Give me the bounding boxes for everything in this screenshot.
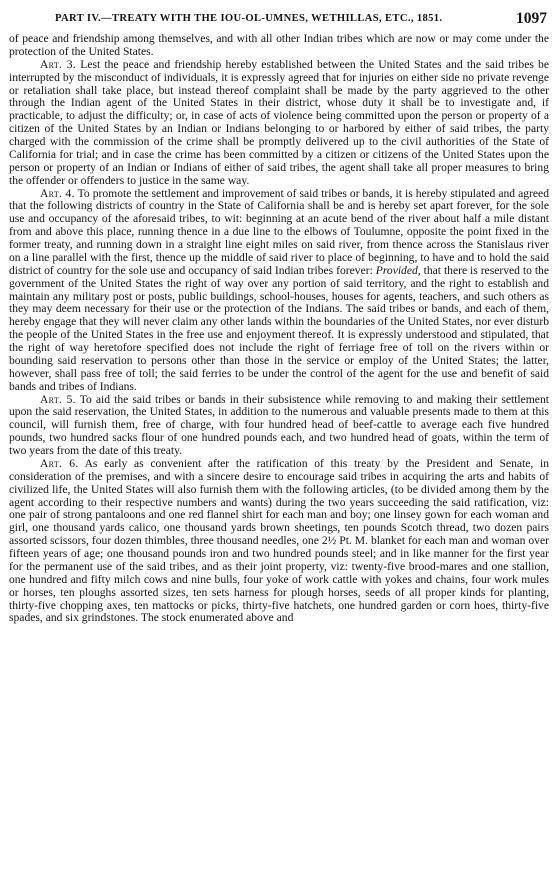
page-number: 1097 xyxy=(516,10,547,27)
article-text: Lest the peace and friendship hereby established between the United States and the said tribes be interrupted by the misconduct of individuals, it is expressly agreed that for injuries on either side no private revenge or retaliation shall take place, but instead thereof complaint shall be made by the party aggrieved to the other through the Indian agent of the United States in their district, whose duty it shall be to investigate and, if practicable, to adjust the difficulty; or, in case of acts of violence being committed upon the person or property of a citizen of the United States by an Indian or Indians belonging to or harbored by either of said tribes, the party charged with the commission of the crime shall be promptly delivered up to the civil authorities of the State of California for trial; and in case the crime has been committed by a citizen or citizens of the United States upon the person or property of an Indian or Indians of either of said tribes, the agent shall take all proper measures to bring the offender or offenders to justice in the same way. xyxy=(9,57,550,187)
running-title: PART IV.—TREATY WITH THE IOU-OL-UMNES, WETHILLAS, ETC., 1851. xyxy=(55,13,443,24)
running-header xyxy=(9,10,549,30)
article-text-continued: that there is reserved to the government of the United States the right of way over any portion of said territory, and the right to establish and maintain any military post or posts, public buildings, school-houses, houses for agents, teachers, and such others as they may deem necessary for their use or the protection of the Indians. The said tribes or bands, and each of them, hereby engage that they will never claim any other lands within the boundaries of the United States, nor ever disturb the people of the United States in the free use and enjoyment thereof. It is expressly understood and stipulated, that the right of way heretofore specified does not include the right of ferriage free of toll on the rivers within or bounding said reservation to persons other than those in the service or employ of the United States; the latter, however, shall pass free of toll; the said ferries to be under the control of the agent for the use and benefit of said bands and tribes of Indians. xyxy=(9,263,549,393)
article-text: To promote the settlement and improvement of said tribes or bands, it is hereby stipulated and agreed that the following districts of country in the State of California shall be and is hereby set apart forever, for the sole use and occupancy of the aforesaid tribes, to wit: beginning at an acute bend of the river about half a mile distant from and above this place, running thence in a due line to the elbows of Toulumne, opposite the point fixed in the former treaty, and running down in a straight line eight miles on said river, from thence across the Stanislaus river on a line parallel with the first, thence up the middle of said river to place of beginning, to have and to hold the said district of country for the sole use and occupancy of said Indian tribes forever: xyxy=(9,186,549,277)
proviso-term: Provided, xyxy=(375,263,421,277)
article-text: To aid the said tribes or bands in their subsistence while removing to and making their settlement upon the said reservation, the United States, in addition to the numerous and valuable presents made to them at this council, will furnish them, free of charge, with four hundred head of beef-cattle to average each five hundred pounds, two hundred sacks flour of one hundred pounds each, and two hundred head of goats, within the term of two years from the date of this treaty. xyxy=(9,392,549,457)
article-label: Art. 6. xyxy=(40,456,79,470)
article-6 xyxy=(9,458,549,625)
opening-paragraph: of peace and friendship among themselves, and with all other Indian tribes which are now or may come under the protection of the United States. xyxy=(9,32,549,58)
article-5 xyxy=(9,394,549,458)
article-label: Art. 5. xyxy=(40,392,76,406)
treaty-body xyxy=(9,33,549,625)
article-3 xyxy=(9,59,549,188)
article-text: As early as convenient after the ratification of this treaty by the President and Senate, in consideration of the premises, and with a sincere desire to encourage said tribes in acquiring the arts and habits of civilized life, the United States will also furnish them with the following articles, (to be divided among them by the agent according to their respective numbers and wants) during the two years succeeding the said ratification, viz: one pair of strong pantaloons and one red flannel shirt for each man and boy; one linsey gown for each woman and girl, one thousand yards calico, one thousand yards brown sheetings, ten pounds Scotch thread, two dozen pairs assorted scissors, four dozen thimbles, three thousand needles, one 2½ Pt. M. blanket for each man and woman over fifteen years of age; one thousand pounds iron and two hundred pounds steel; and in like manner for the first year for the permanent use of the said tribes, and as their joint property, viz: twenty-five brood-mares and one stallion, one hundred and fifty milch cows and nine bulls, four yoke of work cattle with yokes and chains, four work mules or horses, ten ploughs assorted sizes, ten sets harness for plough horses, seeds of all proper kinds for planting, thirty-five chopping axes, ten mattocks or picks, thirty-five hatchets, one hundred garden or corn hoes, thirty-five spades, and six grindstones. The stock enumerated above and xyxy=(9,456,549,625)
article-label: Art. 3. xyxy=(40,57,77,71)
article-4 xyxy=(9,188,549,394)
article-label: Art. 4. xyxy=(40,186,75,200)
